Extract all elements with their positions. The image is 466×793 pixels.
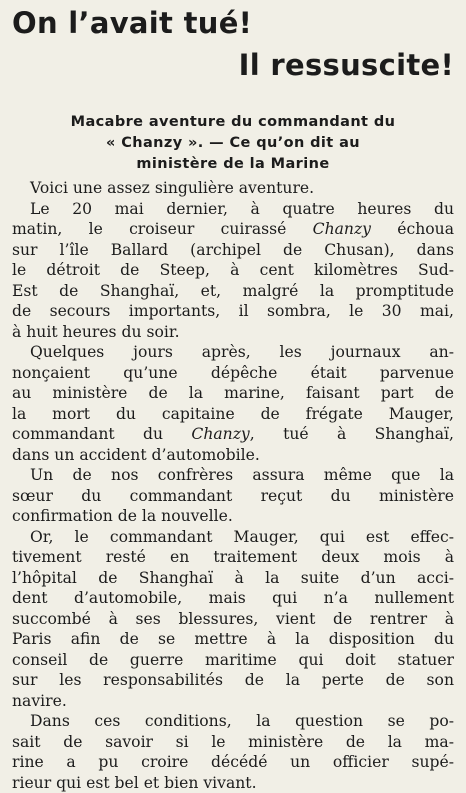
article-line: Est de Shanghaï, et, malgré la promptitude [12, 281, 454, 302]
article-line: sœur du commandant reçut du ministère [12, 486, 454, 507]
article-line: Un de nos confrères assura même que la [12, 465, 454, 486]
article-paragraph [12, 199, 454, 343]
article-line: rine a pu croire décédé un officier supé- [12, 752, 454, 773]
article-body [12, 178, 454, 793]
article-line: Quelques jours après, les journaux an- [12, 342, 454, 363]
article-paragraph [12, 527, 454, 712]
article-line: conseil de guerre maritime qui doit statuer [12, 650, 454, 671]
headline-line-1: On l’avait tué! [12, 6, 454, 40]
article-line: navire. [12, 691, 454, 712]
article-line: Dans ces conditions, la question se po- [12, 711, 454, 732]
article-line: matin, le croiseur cuirassé Chanzy échoua [12, 219, 454, 240]
article-line: l’hôpital de Shanghaï à la suite d’un acci- [12, 568, 454, 589]
article-line: à huit heures du soir. [12, 322, 454, 343]
article-line: la mort du capitaine de frégate Mauger, [12, 404, 454, 425]
article-line: Paris afin de se mettre à la disposition du [12, 629, 454, 650]
article-line: tivement resté en traitement deux mois à [12, 547, 454, 568]
article-paragraph [12, 711, 454, 793]
article-line: de secours importants, il sombra, le 30 mai, [12, 301, 454, 322]
subheadline-line: Macabre aventure du commandant du [12, 112, 454, 133]
article-line: rieur qui est bel et bien vivant. [12, 773, 454, 793]
article-line: commandant du Chanzy, tué à Shanghaï, [12, 424, 454, 445]
article-line: sait de savoir si le ministère de la ma- [12, 732, 454, 753]
article-paragraph [12, 178, 454, 199]
article-line: au ministère de la marine, faisant part de [12, 383, 454, 404]
article-line: dent d’automobile, mais qui n’a nullement [12, 588, 454, 609]
article-line: sur les responsabilités de la perte de son [12, 670, 454, 691]
article-line: nonçaient qu’une dépêche était parvenue [12, 363, 454, 384]
subheadline-line: « Chanzy ». — Ce qu’on dit au [12, 133, 454, 154]
subheadline-line: ministère de la Marine [12, 154, 454, 175]
article-paragraph [12, 342, 454, 465]
article-line: Voici une assez singulière aventure. [12, 178, 454, 199]
article-paragraph [12, 465, 454, 527]
article-line: succombé à ses blessures, vient de rentrer à [12, 609, 454, 630]
headline-line-2: Il ressuscite! [12, 48, 454, 82]
subheadline [12, 112, 454, 175]
article-line: Le 20 mai dernier, à quatre heures du [12, 199, 454, 220]
article-line: confirmation de la nouvelle. [12, 506, 454, 527]
article-line: dans un accident d’automobile. [12, 445, 454, 466]
article-line: sur l’île Ballard (archipel de Chusan), dans [12, 240, 454, 261]
article-line: Or, le commandant Mauger, qui est effec- [12, 527, 454, 548]
article-line: le détroit de Steep, à cent kilomètres Sud- [12, 260, 454, 281]
